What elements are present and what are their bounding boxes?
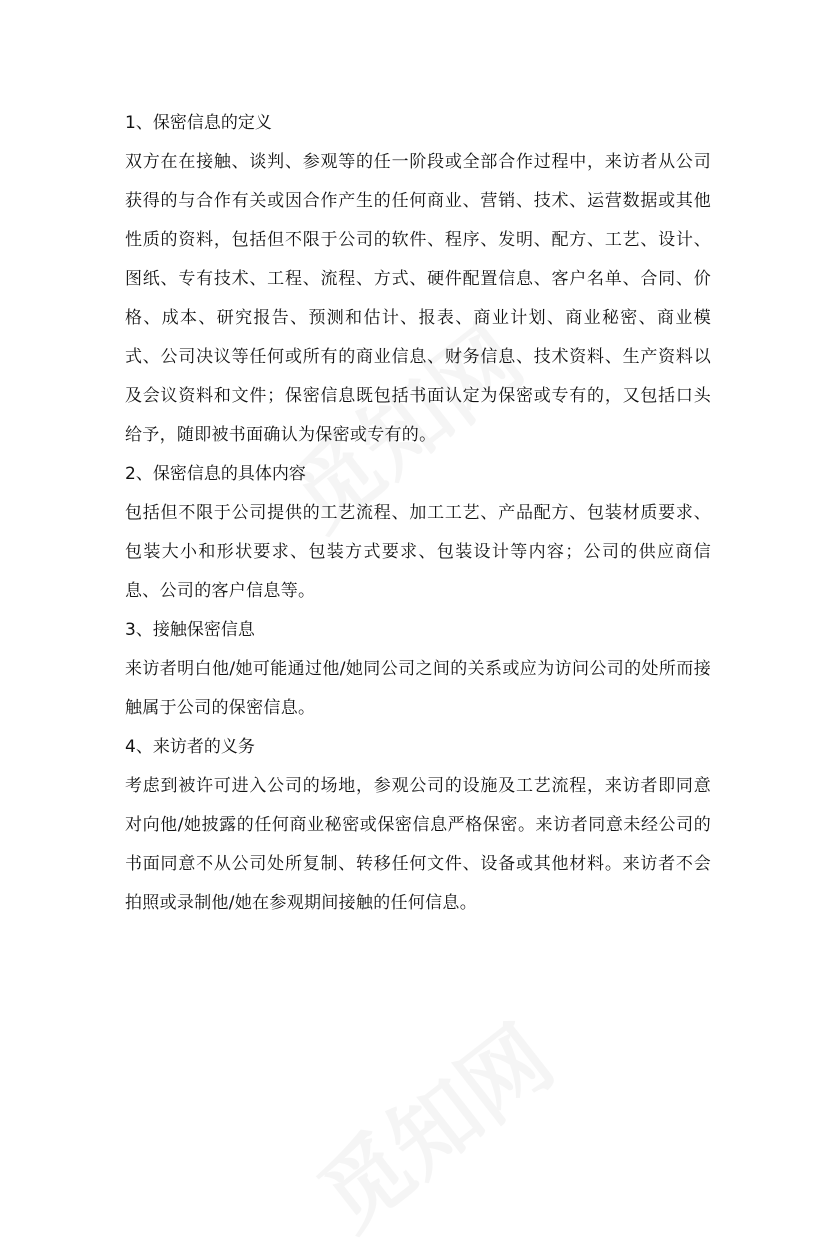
watermark	[289, 992, 575, 1254]
section-body-2: 包括但不限于公司提供的工艺流程、加工工艺、产品配方、包装材质要求、包装大小和形状要求、包装方式要求、包装设计等内容；公司的供应商信息、公司的客户信息等。	[125, 503, 711, 601]
section-body-4: 考虑到被许可进入公司的场地，参观公司的设施及工艺流程，来访者即同意对向他/她披露的任何商业秘密或保密信息严格保密。来访者同意未经公司的书面同意不从公司处所复制、转移任何文件、设备或其他材料。来访者不会拍照或录制他/她在参观期间接触的任何信息。	[125, 776, 711, 913]
section-heading-2: 2、保密信息的具体内容	[125, 464, 306, 484]
section-body-1: 双方在在接触、谈判、参观等的任一阶段或全部合作过程中，来访者从公司获得的与合作有关或因合作产生的任何商业、营销、技术、运营数据或其他性质的资料，包括但不限于公司的软件、程序、发明、配方、工艺、设计、图纸、专有技术、工程、流程、方式、硬件配置信息、客户名单、合同、价格、成本、研究报告、预测和估计、报表、商业计划、商业秘密、商业模式、公司决议等任何或所有的商业信息、财务信息、技术资料、生产资料以及会议资料和文件；保密信息既包括书面认定为保密或专有的，又包括口头给予，随即被书面确认为保密或专有的。	[125, 152, 711, 445]
document-body	[125, 104, 711, 923]
section-heading-4: 4、来访者的义务	[125, 737, 255, 757]
section-body-3: 来访者明白他/她可能通过他/她同公司之间的关系或应为访问公司的处所而接触属于公司的保密信息。	[125, 659, 711, 718]
section-heading-3: 3、接触保密信息	[125, 620, 255, 640]
section-heading-1: 1、保密信息的定义	[125, 113, 272, 133]
